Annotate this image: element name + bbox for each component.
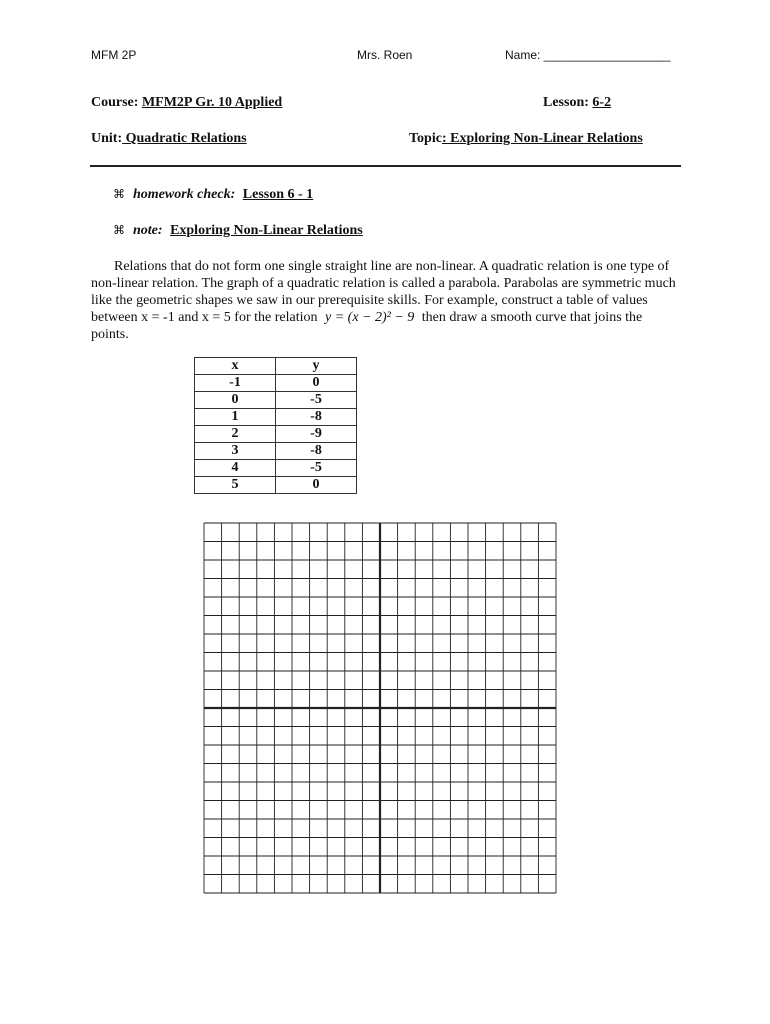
table-of-values [194, 357, 357, 494]
table-row [195, 477, 357, 494]
course-line [91, 95, 282, 111]
topic-value: : Exploring Non-Linear Relations [441, 131, 643, 146]
graph-paper[interactable] [200, 520, 560, 896]
lesson-label: Lesson: [543, 95, 589, 110]
lesson-line [543, 95, 611, 111]
column-header-y: y [276, 358, 357, 375]
cell-y[interactable]: -5 [276, 392, 357, 409]
table-row [195, 426, 357, 443]
table-row [195, 409, 357, 426]
relation-formula: y = (x − 2)² − 9 [325, 310, 415, 325]
column-header-x: x [195, 358, 276, 375]
homework-check-value: Lesson 6 - 1 [242, 187, 314, 202]
header-name-field[interactable]: Name: ___________________ [505, 48, 671, 62]
cell-x[interactable]: 1 [195, 409, 276, 426]
course-label: Course: [91, 95, 139, 110]
homework-check-label: homework check: [133, 187, 236, 202]
note-label: note: [133, 223, 163, 238]
header-divider [90, 165, 681, 167]
paragraph-text-end: then draw a smooth curve that joins the points. [91, 310, 643, 342]
cell-x[interactable]: 5 [195, 477, 276, 494]
cell-y[interactable]: -8 [276, 443, 357, 460]
table-row [195, 443, 357, 460]
cell-x[interactable]: 2 [195, 426, 276, 443]
topic-line [409, 131, 643, 147]
explanation-paragraph [91, 258, 681, 343]
cell-x[interactable]: -1 [195, 375, 276, 392]
checkbox-icon: ⌘ [113, 223, 125, 237]
header-teacher: Mrs. Roen [357, 48, 413, 62]
paragraph-text: Relations that do not form one single straight line are non-linear. A quadratic relation is one type of non-linear relation. The graph of a quadratic relation is called a parabola. Parabolas are symmetric much like the geometric shapes we saw in our prerequisite skills. For example, construct a table of values between x = -1 and x = 5 for the relation [91, 259, 676, 325]
note-item [113, 223, 363, 239]
unit-value: Quadratic Relations [122, 131, 247, 146]
cell-x[interactable]: 0 [195, 392, 276, 409]
cell-y[interactable]: -9 [276, 426, 357, 443]
cell-x[interactable]: 4 [195, 460, 276, 477]
checkbox-icon: ⌘ [113, 187, 125, 201]
cell-y[interactable]: 0 [276, 477, 357, 494]
cell-y[interactable]: -8 [276, 409, 357, 426]
unit-label: Unit: [91, 131, 123, 146]
cell-x[interactable]: 3 [195, 443, 276, 460]
table-row [195, 392, 357, 409]
course-value: MFM2P Gr. 10 Applied [141, 95, 283, 110]
cell-y[interactable]: 0 [276, 375, 357, 392]
unit-line [91, 131, 247, 147]
table-row [195, 460, 357, 477]
note-value: Exploring Non-Linear Relations [170, 223, 363, 238]
topic-label: Topic [409, 131, 442, 146]
cell-y[interactable]: -5 [276, 460, 357, 477]
table-row [195, 375, 357, 392]
homework-check-item [113, 187, 313, 203]
table-header-row [195, 358, 357, 375]
header-course-code: MFM 2P [91, 48, 137, 62]
lesson-value: 6-2 [592, 95, 612, 110]
